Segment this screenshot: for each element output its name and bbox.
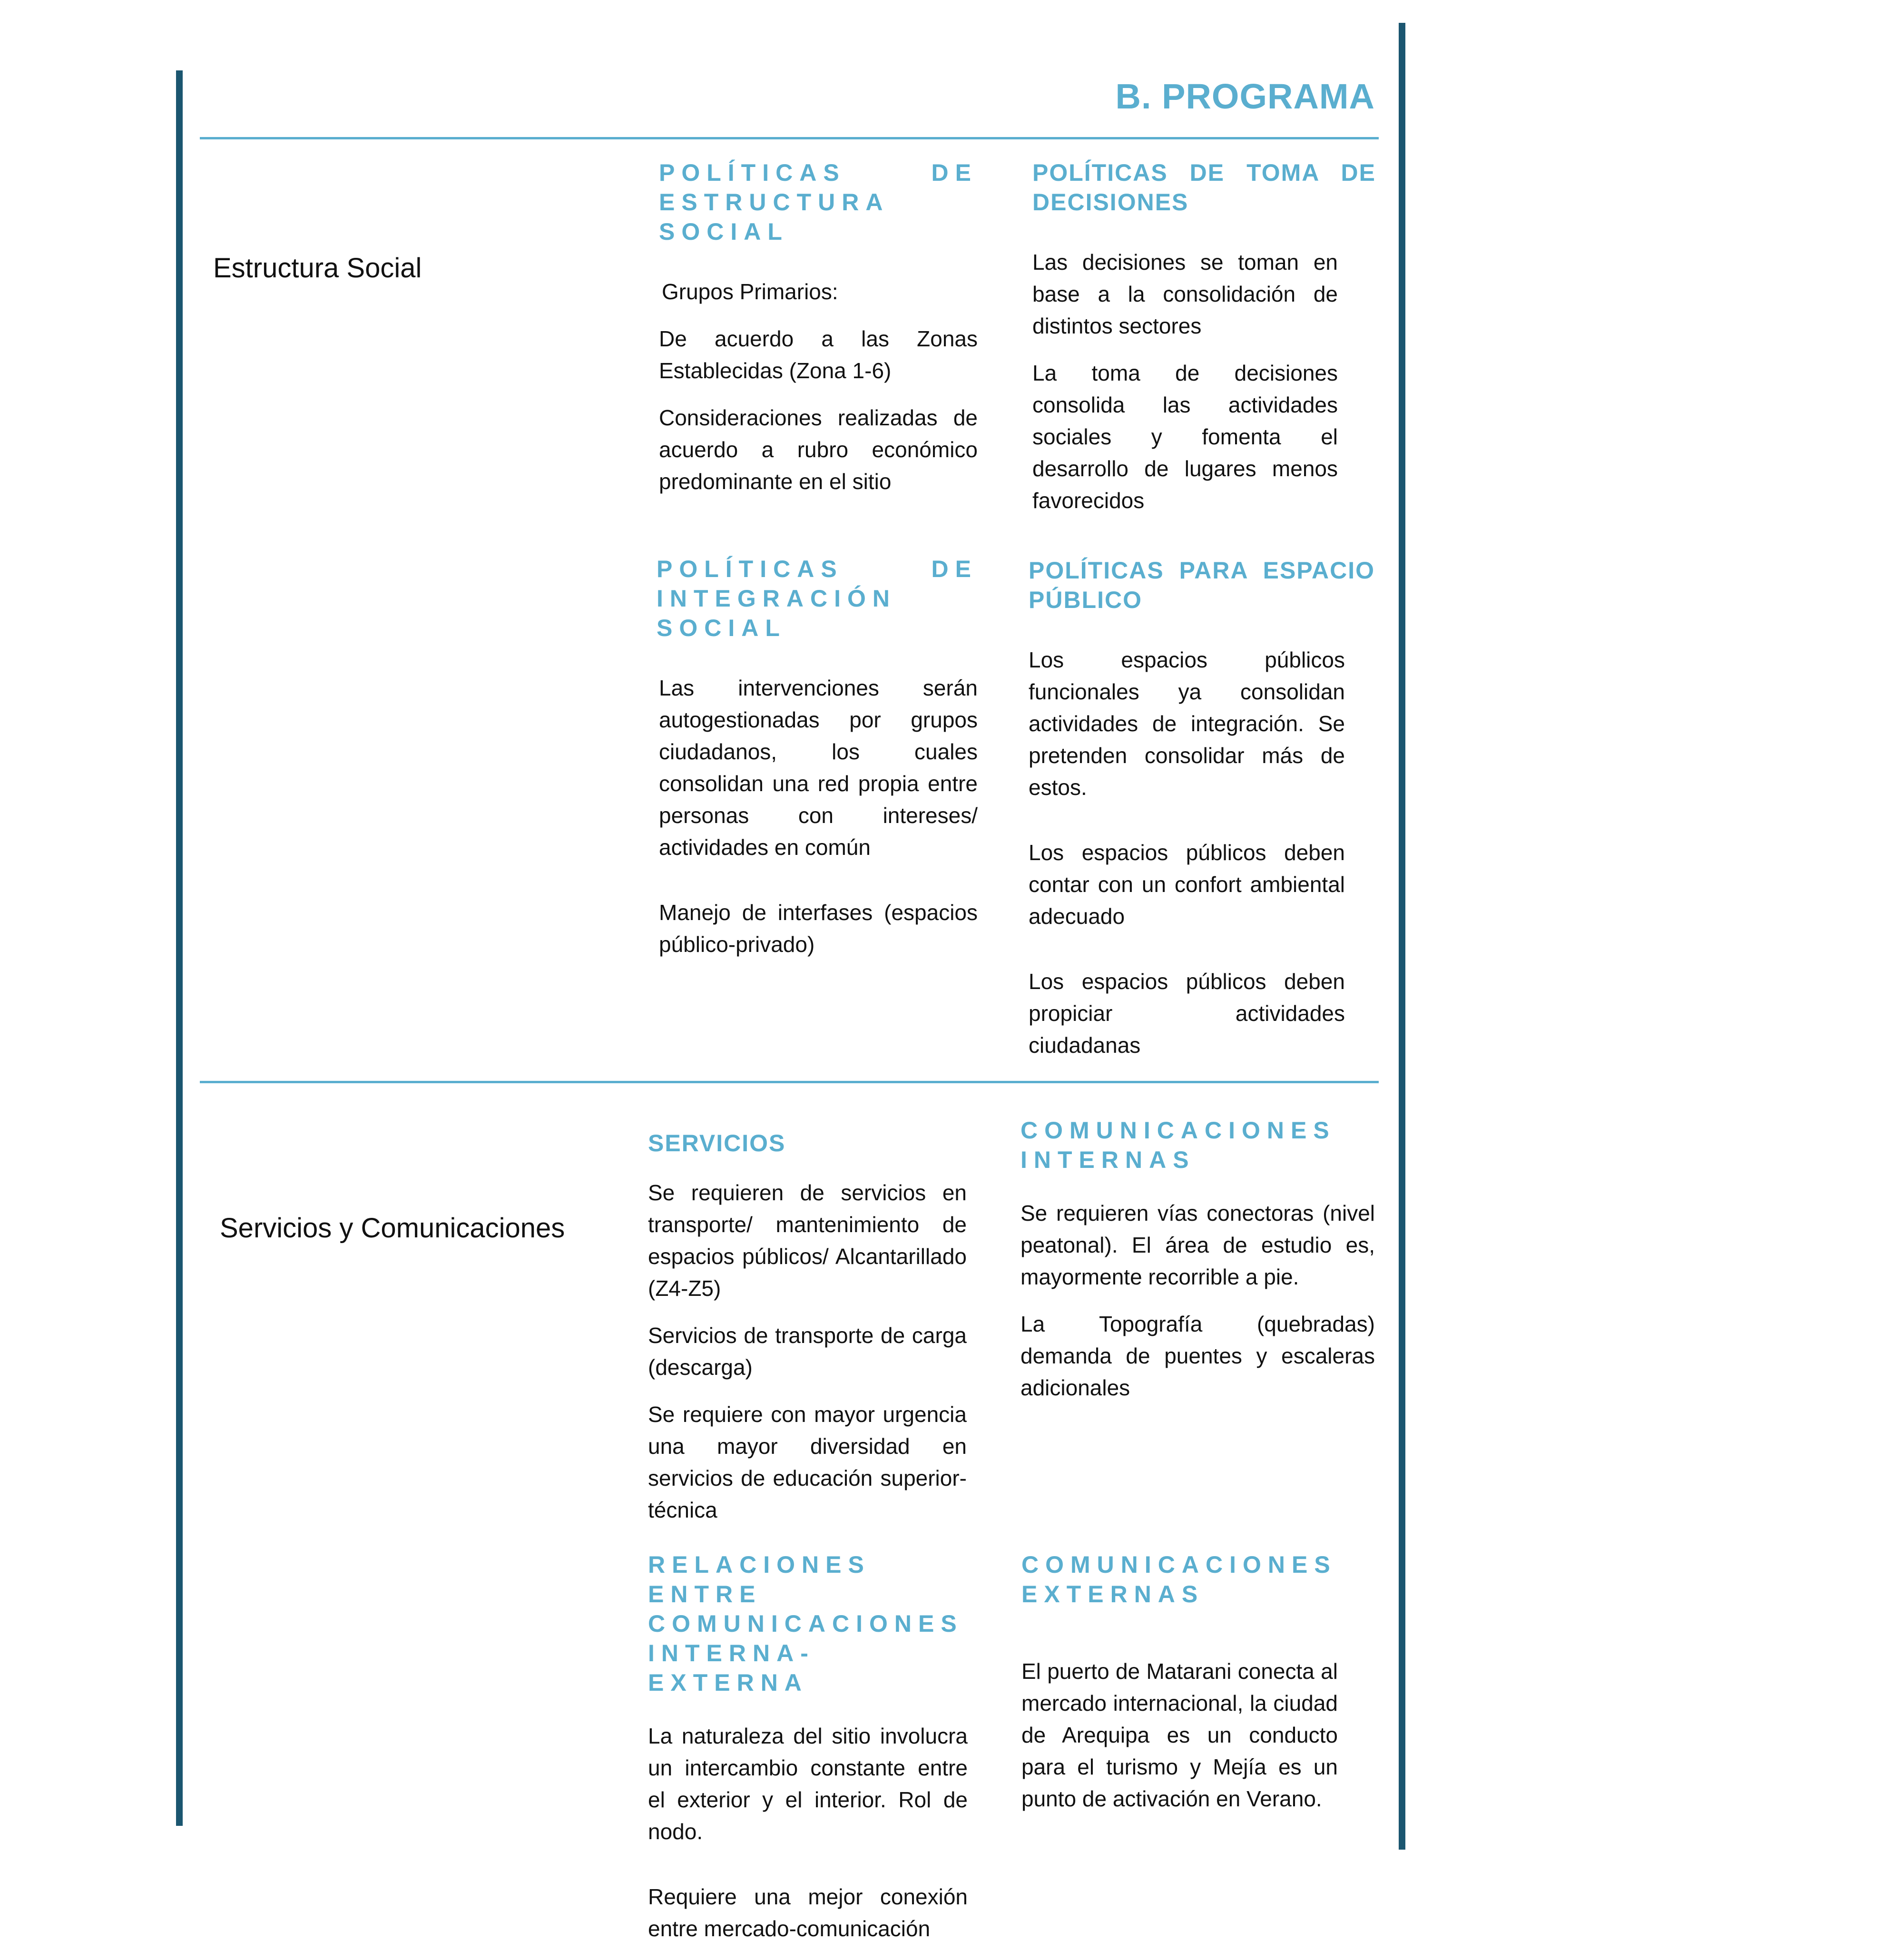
block-heading: SERVICIOS [648,1130,786,1156]
block-paragraph: Grupos Primarios: [662,279,838,304]
left-border-bar [176,70,183,1826]
block-paragraph: El puerto de Matarani conecta al mercado internacional, la ciudad de Arequipa es un conducto para el turismo y Mejía es un punto de activación en Verano. [1021,1659,1338,1811]
block-paragraph: Las decisiones se toman en base a la consolidación de distintos sectores [1032,250,1338,338]
page-title: B. PROGRAMA [1115,77,1375,116]
block-heading: POLÍTICAS PARA ESPACIO PÚBLICO [1029,557,1375,613]
block-heading: POLÍTICAS DE TOMA DE DECISIONES [1032,159,1376,216]
block-toma-de-decisiones [1032,158,1376,532]
block-paragraph: Las intervenciones serán autogestionadas por grupos ciudadanos, los cuales consolidan una red propia entre personas con intereses/ actividades en común [659,676,978,860]
section-label-servicios-comunicaciones: Servicios y Comunicaciones [220,1213,565,1244]
block-paragraph: Los espacios públicos deben propiciar actividades ciudadanas [1029,969,1345,1058]
block-heading: POLÍTICAS DE ESTRUCTURA SOCIAL [659,159,978,245]
section-label-estructura-social: Estructura Social [213,253,422,284]
section-divider [200,1081,1379,1083]
block-paragraph: Se requiere con mayor urgencia una mayor diversidad en servicios de educación superior-técnica [648,1402,967,1522]
block-integracion-social [657,554,978,976]
block-paragraph: Manejo de interfases (espacios público-privado) [659,900,978,957]
block-comunicaciones-externas [1021,1550,1375,1830]
block-paragraph: Requiere una mejor conexión entre mercado-comunicación [648,1884,968,1941]
block-paragraph: Los espacios públicos deben contar con un confort ambiental adecuado [1029,840,1345,929]
header-rule [200,137,1379,139]
block-paragraph: Se requieren vías conectoras (nivel peatonal). El área de estudio es, mayormente recorrible a pie. [1020,1201,1375,1289]
block-paragraph: Los espacios públicos funcionales ya consolidan actividades de integración. Se pretenden consolidar más de estos. [1029,647,1345,800]
block-paragraph: La toma de decisiones consolida las actividades sociales y fomenta el desarrollo de lugares menos favorecidos [1032,361,1338,513]
block-comunicaciones-internas [1020,1116,1375,1419]
block-estructura-social [659,158,978,513]
right-border-bar [1399,23,1405,1850]
block-servicios [648,1128,967,1541]
block-paragraph: La naturaleza del sitio involucra un intercambio constante entre el exterior y el interior. Rol de nodo. [648,1724,968,1844]
block-heading: COMUNICACIONES INTERNAS [1020,1117,1336,1173]
block-espacio-publico [1029,556,1375,1077]
block-relaciones-interna-externa [648,1550,968,1960]
block-paragraph: Consideraciones realizadas de acuerdo a rubro económico predominante en el sitio [659,405,978,494]
block-paragraph: Se requieren de servicios en transporte/ mantenimiento de espacios públicos/ Alcantarillado (Z4-Z5) [648,1180,967,1301]
block-paragraph: Servicios de transporte de carga (descarga) [648,1323,967,1380]
block-paragraph: De acuerdo a las Zonas Establecidas (Zona 1-6) [659,326,978,383]
block-heading: RELACIONES ENTRE COMUNICACIONES INTERNA- EXTERNA [648,1551,963,1696]
block-paragraph: La Topografía (quebradas) demanda de puentes y escaleras adicionales [1020,1312,1375,1400]
block-heading: POLÍTICAS DE INTEGRACIÓN SOCIAL [657,556,978,641]
block-heading: COMUNICACIONES EXTERNAS [1021,1551,1337,1607]
